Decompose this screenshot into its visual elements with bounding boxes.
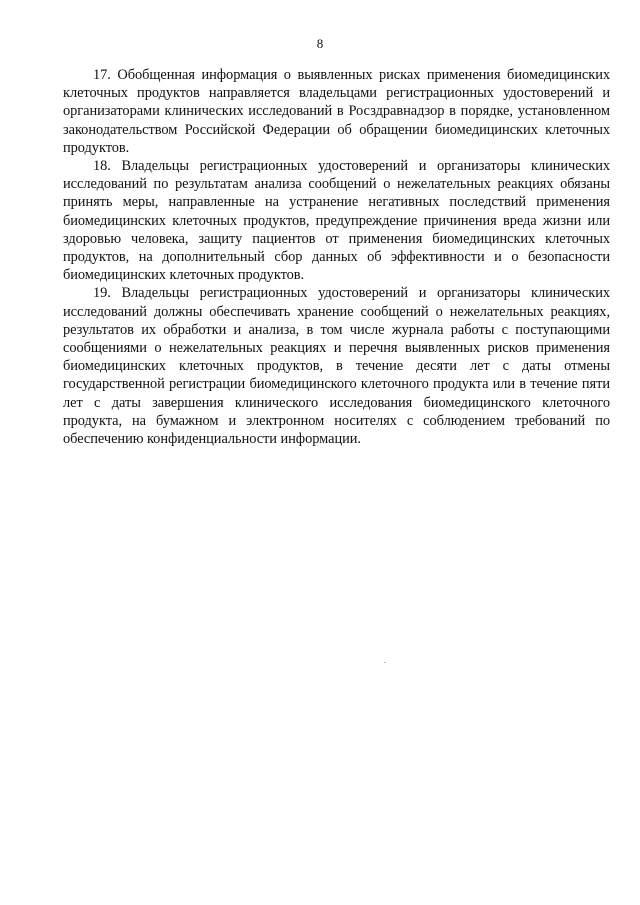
- paragraph-17: 17. Обобщенная информация о выявленных рисках применения биомедицинских клеточных продуктов направляется владельцами регистрационных удостоверений и организаторами клинических исследований в Росздравнадзор в порядке, установленном законодательством Российской Федерации об обращении биомедицинских клеточных продуктов.: [63, 67, 610, 156]
- paragraph-18: 18. Владельцы регистрационных удостоверений и организаторы клинических исследований по результатам анализа сообщений о нежелательных реакциях обязаны принять меры, направленные на устранение негативных последствий применения биомедицинских клеточных продуктов, предупреждение причинения вреда жизни или здоровью человека, защиту пациентов от применения биомедицинских клеточных продуктов, на дополнительный сбор данных об эффективности и о безопасности биомедицинских клеточных продуктов.: [63, 158, 610, 284]
- page-number: 8: [316, 36, 324, 51]
- scan-speck: [384, 662, 386, 663]
- document-body: [63, 66, 610, 448]
- paragraph-19: 19. Владельцы регистрационных удостоверений и организаторы клинических исследований должны обеспечивать хранение сообщений о нежелательных реакциях, результатов их обработки и анализа, в том числе журнала работы с поступающими сообщениями о нежелательных реакциях и перечня выявленных рисков применения биомедицинских клеточных продуктов, в течение десяти лет с даты отмены государственной регистрации биомедицинского клеточного продукта или в течение пяти лет с даты завершения клинического исследования биомедицинского клеточного продукта, на бумажном и электронном носителях с соблюдением требований по обеспечению конфиденциальности информации.: [63, 285, 610, 448]
